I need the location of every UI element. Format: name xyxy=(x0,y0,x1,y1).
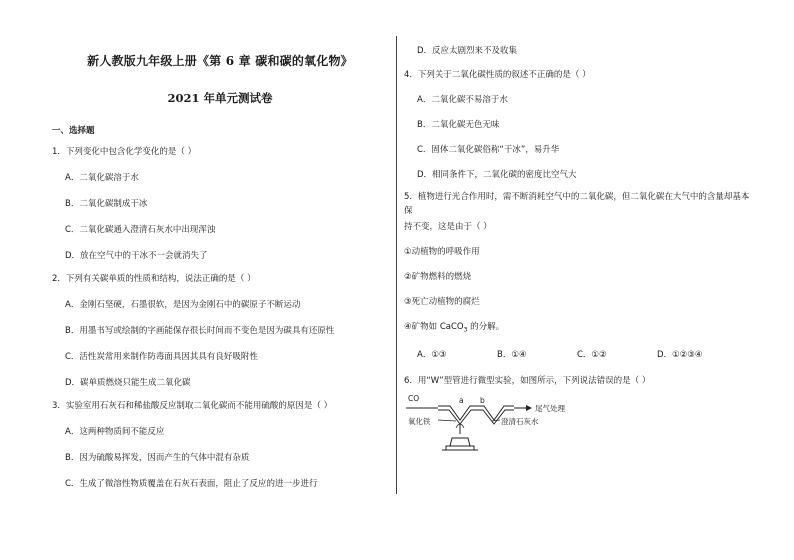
label-b: b xyxy=(480,395,485,405)
question-5-stem xyxy=(404,190,754,234)
right-column xyxy=(404,40,754,464)
question-5-option-a: A．①③ xyxy=(417,349,447,360)
page-subtitle: 2021 年单元测试卷 xyxy=(167,91,273,105)
question-1-stem: 1．下列变化中包含化学变化的是（ ） xyxy=(52,147,197,157)
question-5-option-d: D．①②③④ xyxy=(657,349,703,360)
question-5-stem-line1: 5．植物进行光合作用时，需不断消耗空气中的二氧化碳，但二氧化碳在大气中的含量却基本保 xyxy=(404,192,750,216)
question-2-stem: 2．下列有关碳单质的性质和结构，说法正确的是（ ） xyxy=(52,274,256,284)
question-5-choice-4 xyxy=(404,320,754,338)
question-3-option-d: D．反应太剧烈来不及收集 xyxy=(417,46,518,56)
question-4-stem: 4．下列关于二氧化碳性质的叙述不正确的是（ ） xyxy=(404,70,591,80)
question-5-option-b: B．①④ xyxy=(497,349,527,360)
question-6-stem: 6．用“W”型管进行微型实验，如图所示，下列说法错误的是（ ） xyxy=(404,375,651,386)
label-iron-oxide: 氧化铁 xyxy=(408,416,431,426)
question-2-option-a: A．金刚石坚硬，石墨很软，是因为金刚石中的碳原子不断运动 xyxy=(65,300,301,310)
question-5-option-c: C．①② xyxy=(577,349,607,360)
question-4-option-d: D．相同条件下，二氧化碳的密度比空气大 xyxy=(417,170,577,180)
question-5-choice-2: ②矿物燃料的燃烧 xyxy=(404,272,472,282)
section-heading: 一、选择题 xyxy=(52,126,95,136)
lamp-base xyxy=(446,446,474,450)
label-tail-gas: 尾气处理 xyxy=(535,403,565,413)
question-5-choice-3: ③死亡动植物的腐烂 xyxy=(404,297,480,307)
left-column xyxy=(52,40,388,491)
question-1-option-d: D．放在空气中的干冰不一会就消失了 xyxy=(65,251,208,261)
label-co: CO xyxy=(408,393,420,403)
question-2-option-c: C．活性炭常用来制作防毒面具因其具有良好吸附性 xyxy=(65,352,258,362)
question-2-option-b: B．用墨书写或绘制的字画能保存很长时间而不变色是因为碳具有还原性 xyxy=(65,326,335,336)
page-title: 新人教版九年级上册《第 6 章 碳和碳的氧化物》 xyxy=(87,54,353,68)
w-tube-figure xyxy=(404,394,604,464)
oxide-leader xyxy=(438,420,456,421)
question-3-option-c: C．生成了微溶性物质覆盖在石灰石表面，阻止了反应的进一步进行 xyxy=(65,479,318,489)
question-3-option-a: A．这两种物质间不能反应 xyxy=(65,427,165,437)
question-2-option-d: D．碳单质燃烧只能生成二氧化碳 xyxy=(65,378,191,388)
question-5-choice-4-text: ④矿物如 CaCO xyxy=(404,322,464,332)
lime-leader xyxy=(492,420,500,421)
question-4-option-b: B．二氧化碳无色无味 xyxy=(417,120,500,130)
question-1-option-b: B．二氧化碳制成干冰 xyxy=(65,199,148,209)
question-5-choice-4-subscript: 3 xyxy=(463,326,468,334)
question-5-stem-line2: 持不变，这是由于（ ） xyxy=(404,222,492,232)
question-5-choice-4-tail: 的分解。 xyxy=(467,322,505,332)
question-4-option-c: C．固体二氧化碳俗称“干冰”，易升华 xyxy=(417,145,560,155)
question-1-option-a: A．二氧化碳溶于水 xyxy=(65,173,139,183)
alcohol-lamp-icon xyxy=(450,438,470,446)
label-a: a xyxy=(459,395,464,405)
question-3-stem: 3．实验室用石灰石和稀盐酸反应制取二氧化碳而不能用硫酸的原因是（ ） xyxy=(52,401,333,411)
question-1-option-c: C．二氧化碳通入澄清石灰水中出现浑浊 xyxy=(65,225,216,235)
question-5-options xyxy=(404,348,754,362)
arrow-head xyxy=(526,405,532,411)
question-4-option-a: A．二氧化碳不易溶于水 xyxy=(417,95,508,105)
question-3-option-b: B．因为硫酸易挥发，因而产生的气体中混有杂质 xyxy=(65,453,250,463)
question-5-choice-1: ①动植物的呼吸作用 xyxy=(404,247,480,257)
w-tube-diagram xyxy=(404,394,604,464)
label-limewater: 澄清石灰水 xyxy=(501,416,539,426)
column-divider xyxy=(396,36,397,494)
